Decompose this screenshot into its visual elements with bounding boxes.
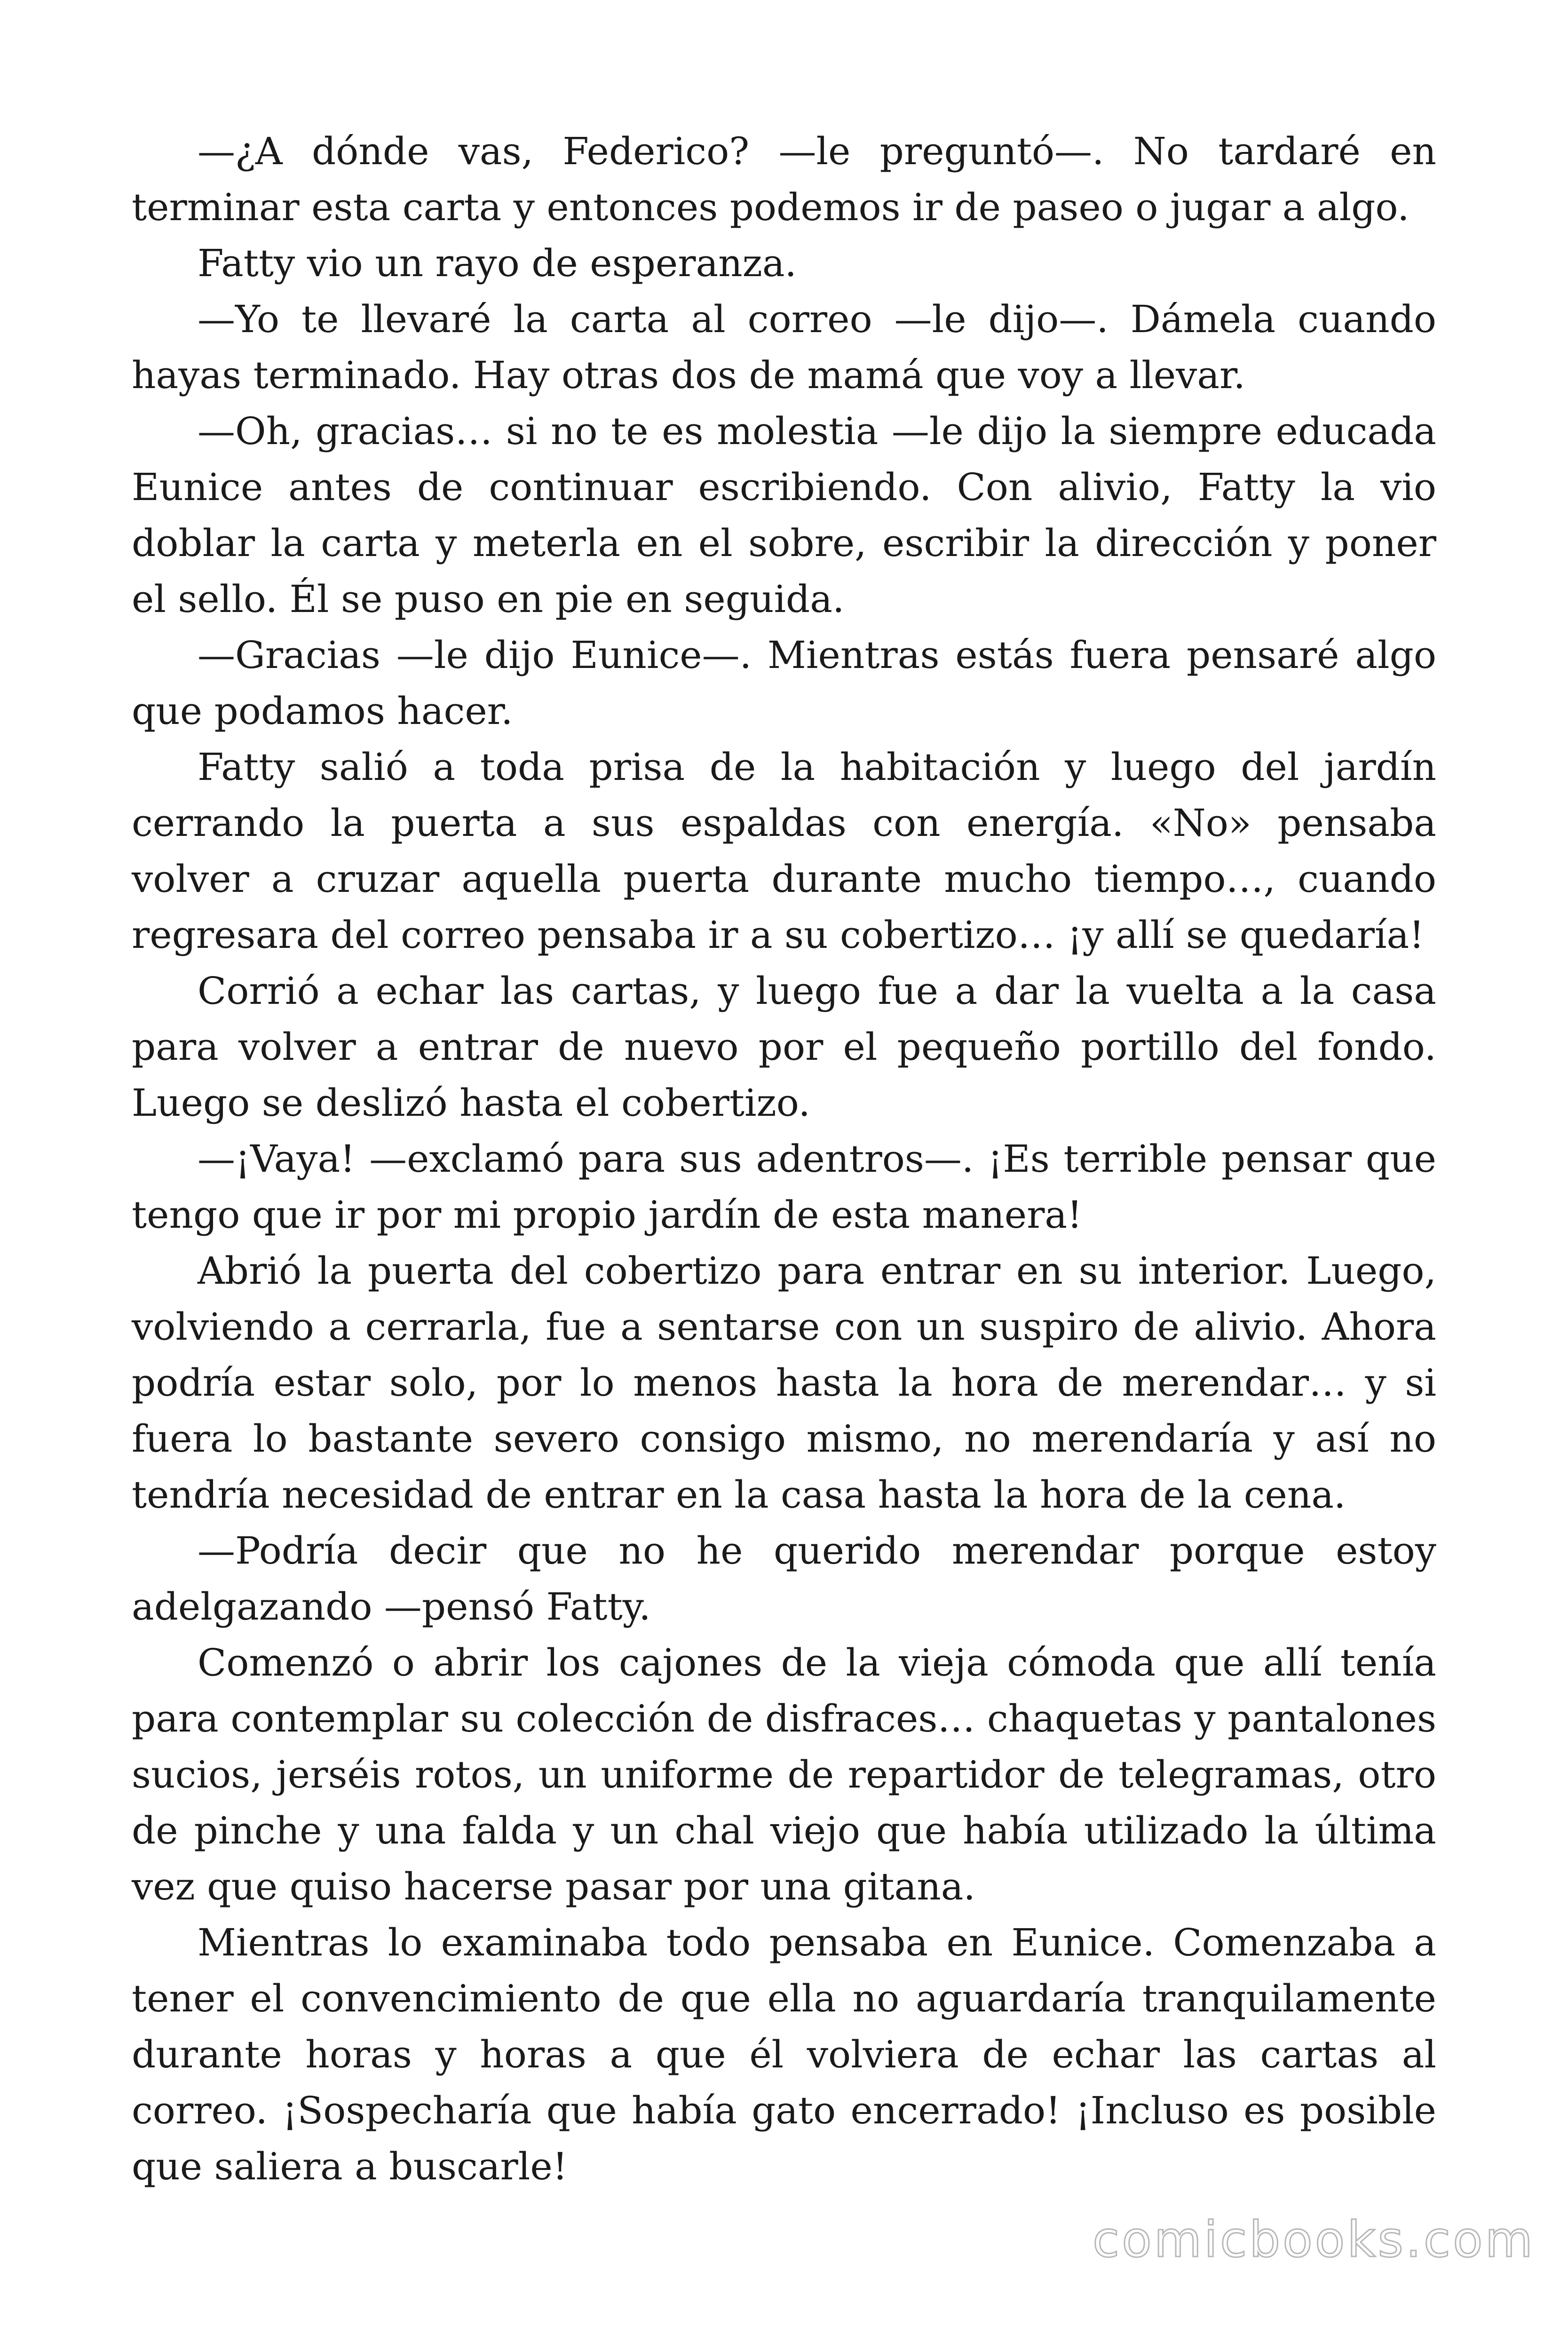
paragraph: Corrió a echar las cartas, y luego fue a dar la vuelta a la casa para volver a entrar de nuevo por el pequeño portillo del fondo. Luego se deslizó hasta el cobertizo. [132,969,1436,1125]
paragraph: —¡Vaya! —exclamó para sus adentros—. ¡Es terrible pensar que tengo que ir por mi propio jardín de esta manera! [132,1137,1436,1237]
body-text [132,123,1436,2194]
paragraph: —Yo te llevaré la carta al correo —le dijo—. Dámela cuando hayas terminado. Hay otras dos de mamá que voy a llevar. [132,297,1436,397]
paragraph: —Oh, gracias… si no te es molestia —le dijo la siempre educada Eunice antes de continuar escribiendo. Con alivio, Fatty la vio doblar la carta y meterla en el sobre, escribir la dirección y poner el sello. Él se puso en pie en seguida. [132,409,1436,621]
paragraph: —Gracias —le dijo Eunice—. Mientras estás fuera pensaré algo que podamos hacer. [132,633,1436,733]
watermark-logo: comicbooks.com [1092,2211,1535,2268]
paragraph: —¿A dónde vas, Federico? —le preguntó—. No tardaré en terminar esta carta y entonces podemos ir de paseo o jugar a algo. [132,129,1436,229]
paragraph: Comenzó o abrir los cajones de la vieja cómoda que allí tenía para contemplar su colección de disfraces… chaquetas y pantalones sucios, jerséis rotos, un uniforme de repartidor de telegramas, otro de pinche y una falda y un chal viejo que había utilizado la última vez que quiso hacerse pasar por una gitana. [132,1641,1436,1908]
paragraph: Fatty salió a toda prisa de la habitación y luego del jardín cerrando la puerta a sus espaldas con energía. «No» pensaba volver a cruzar aquella puerta durante mucho tiempo…, cuando regresara del correo pensaba ir a su cobertizo… ¡y allí se quedaría! [132,745,1436,957]
paragraph: —Podría decir que no he querido merendar porque estoy adelgazando —pensó Fatty. [132,1529,1436,1629]
paragraph: Mientras lo examinaba todo pensaba en Eunice. Comenzaba a tener el convencimiento de que ella no aguardaría tranquilamente durante horas y horas a que él volviera de echar las cartas al correo. ¡Sospecharía que había gato encerrado! ¡Incluso es posible que saliera a buscarle! [132,1921,1436,2188]
paragraph: Abrió la puerta del cobertizo para entrar en su interior. Luego, volviendo a cerrarla, fue a sentarse con un suspiro de alivio. Ahora podría estar solo, por lo menos hasta la hora de merendar… y si fuera lo bastante severo consigo mismo, no merendaría y así no tendría necesidad de entrar en la casa hasta la hora de la cena. [132,1249,1436,1517]
paragraph: Fatty vio un rayo de esperanza. [198,241,797,285]
